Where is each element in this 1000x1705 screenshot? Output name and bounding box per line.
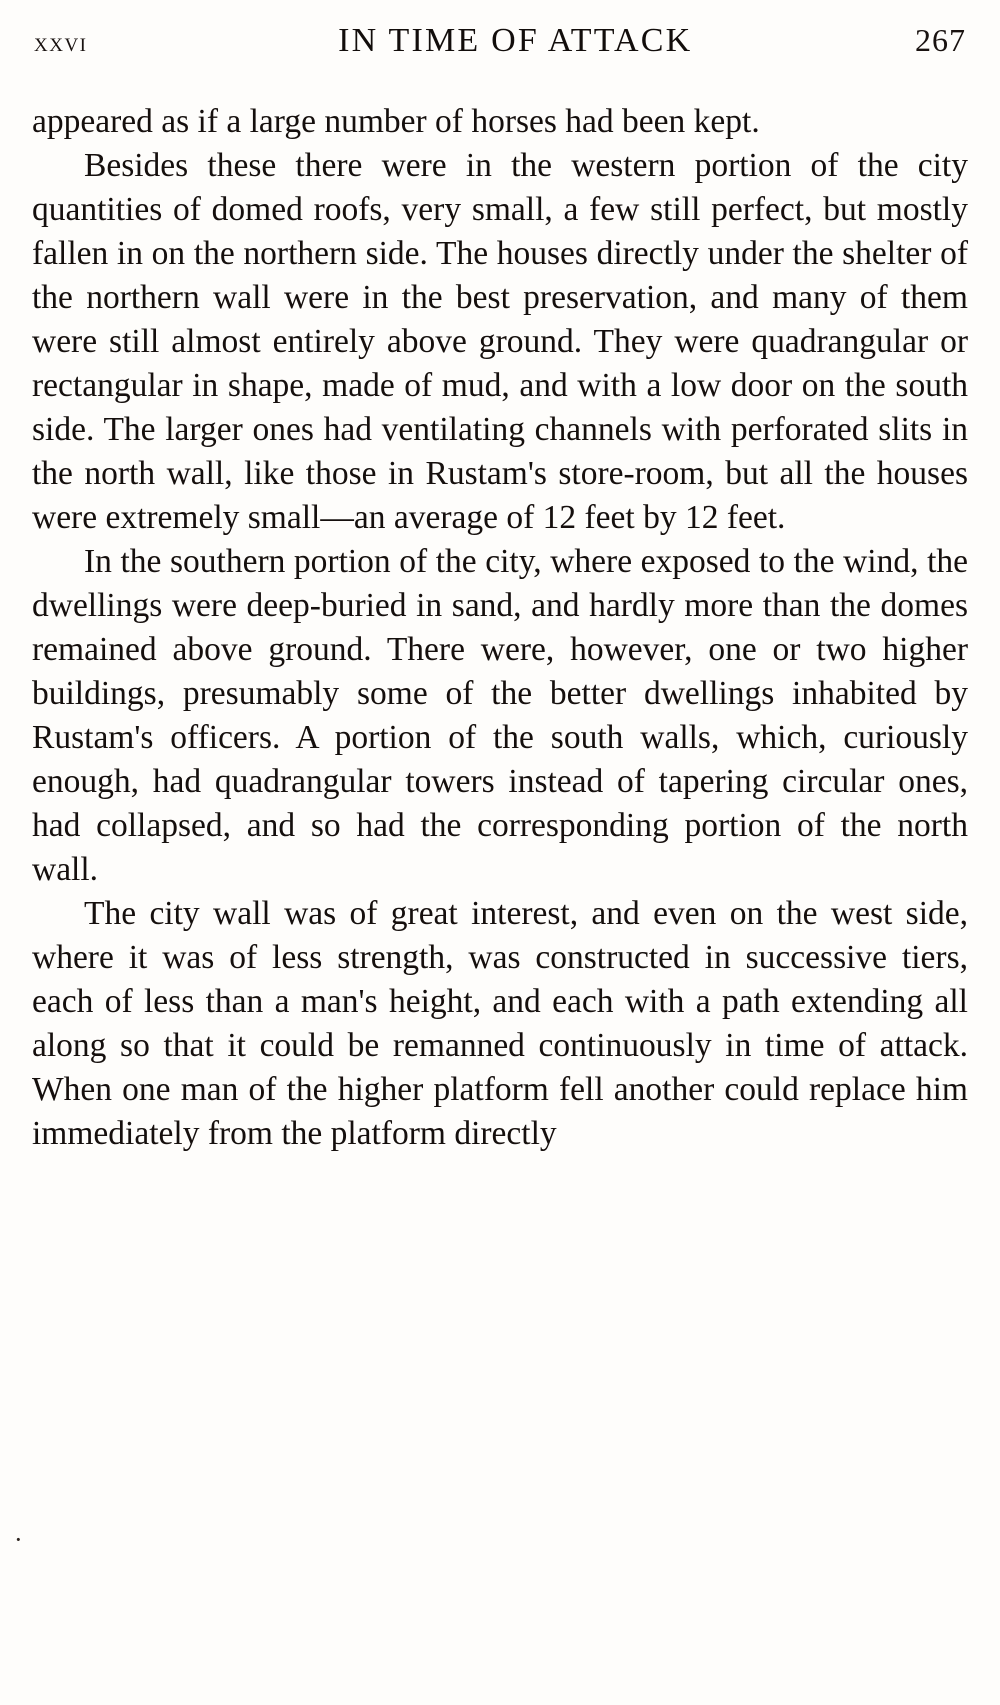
margin-mark: · [14,1525,23,1554]
page-number: 267 [914,22,966,58]
paragraph-2: Besides these there were in the western portion of the city quantities of domed roofs, very small, a few still perfect, but mostly fallen in on the northern side. The houses directly under the shelter of the northern wall were in the best preservation, and many of them were still almost entirely above ground. They were quadrangular or rectangular in shape, made of mud, and with a low door on the south side. The larger ones had ventilating channels with perforated slits in the north wall, like those in Rustam's store-room, but all the houses were extremely small—an average of 12 feet by 12 feet. [32,147,968,536]
page-title: IN TIME OF ATTACK [338,22,693,59]
paragraph-3: In the southern portion of the city, where exposed to the wind, the dwellings were deep-buried in sand, and hardly more than the domes remained above ground. There were, however, one or two higher buildings, presumably some of the better dwellings inhabited by Rustam's officers. A portion of the south walls, which, curiously enough, had quadrangular towers instead of tapering circular ones, had collapsed, and so had the corresponding portion of the north wall. [32,543,968,888]
chapter-number: xxvi [34,27,88,57]
body-text [32,100,968,1156]
paragraph-4: The city wall was of great interest, and even on the west side, where it was of less strength, was constructed in successive tiers, each of less than a man's height, and each with a path extending all along so that it could be remanned continuously in time of attack. When one man of the higher platform fell another could replace him immediately from the platform directly [32,895,968,1152]
paragraph-1: appeared as if a large number of horses had been kept. [32,103,760,140]
running-head [34,22,966,74]
